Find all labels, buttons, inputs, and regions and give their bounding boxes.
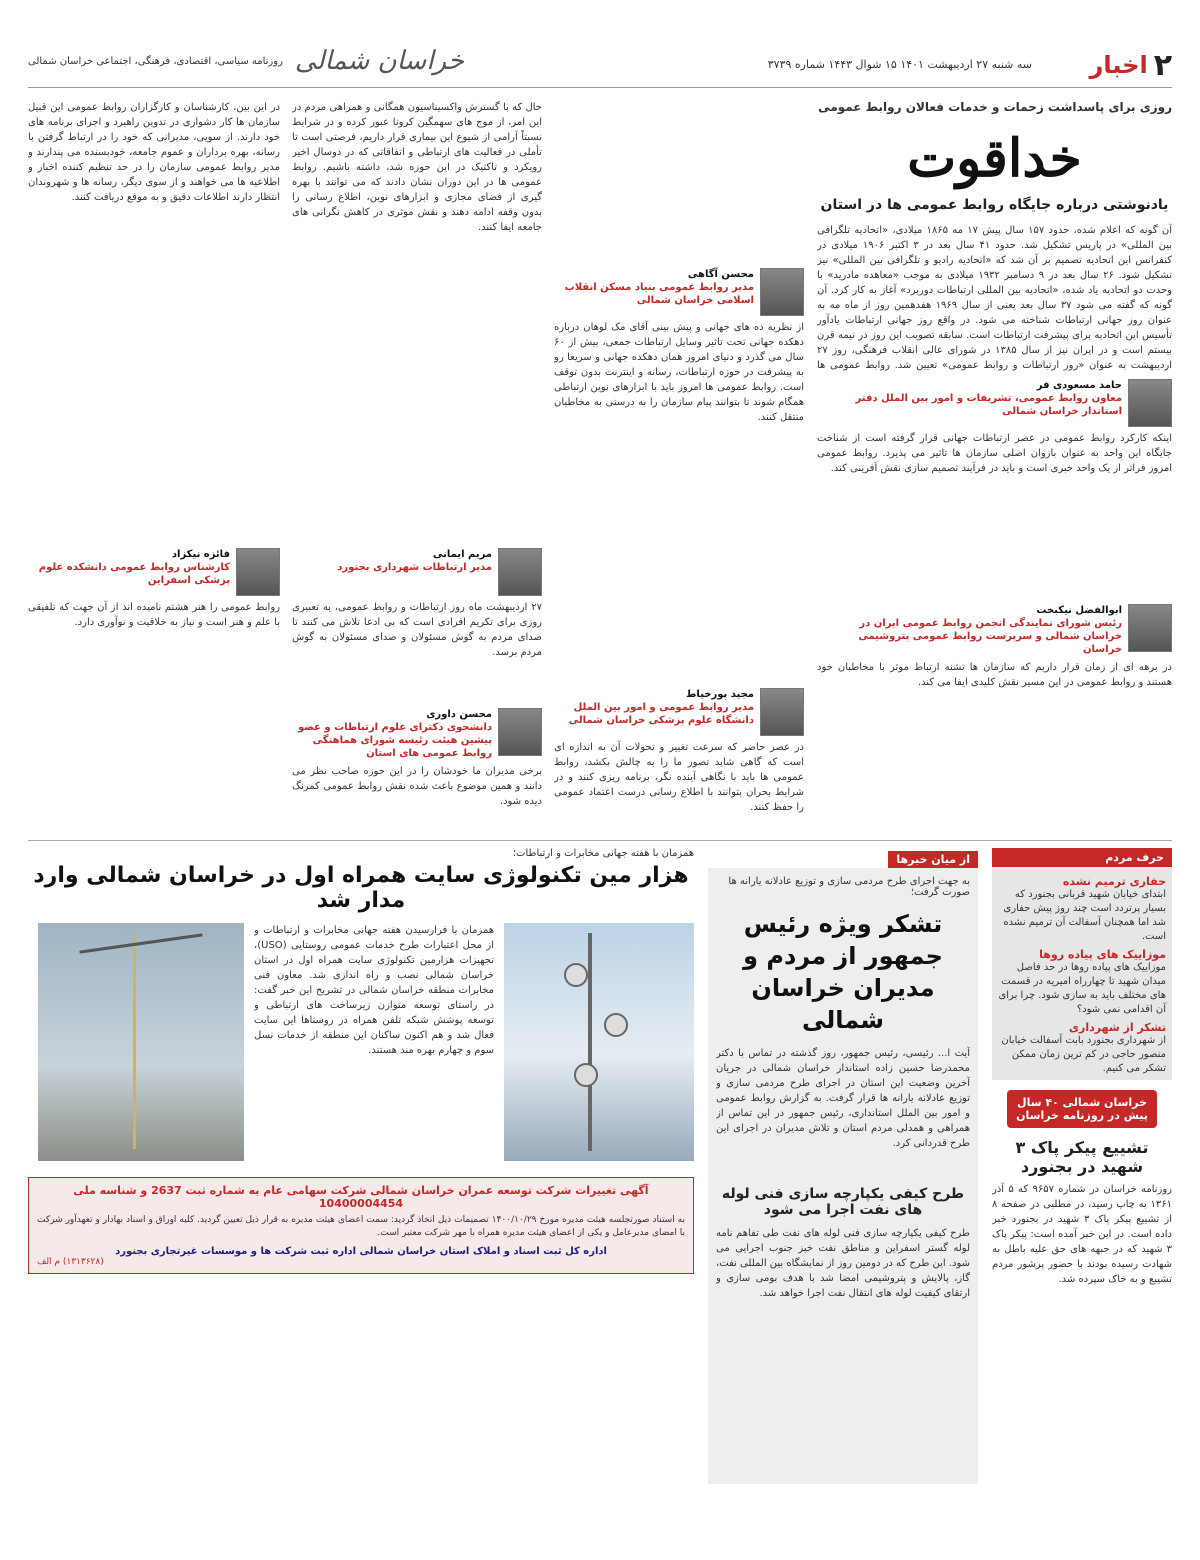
- classified-text: از شهرداری بجنورد بابت آسفالت خیابان منصور حاجی در کم ترین زمان ممکن تشکر می کنیم.: [1001, 1035, 1166, 1074]
- archive-news-title: تشییع پیکر پاک ۳ شهید در بجنورد: [1015, 1138, 1149, 1176]
- crane-tower-photo: [38, 923, 244, 1161]
- feature-title: تشکر ویژه رئیس جمهور از مردم و مدیران خراسان شمالی: [743, 910, 943, 1034]
- byline: [817, 379, 1172, 427]
- writer-role: مدیر روابط عمومی و امور بین الملل دانشگاه علوم پزشکی خراسان شمالی: [568, 702, 754, 726]
- tech-kicker: همزمان با هفته جهانی مخابرات و ارتباطات؛: [512, 848, 694, 859]
- feature-body: آیت ا... رئیسی، رئیس جمهور، روز گذشته در تماس با دکتر محمدرضا حسین زاده استاندار خراسان شمالی در جریان آخرین وضعیت این استان در اجرای طرح مردمی سازی و توزیع عادلانه یارانه ها قرار گرفت. به گزارش روابط عمومی و امور بین الملل استانداری، رئیس جمهور در این تماس از همراهی و همدلی مردم استان و تلاش مدیران در اجرای این طرح قدردانی کرد.: [716, 1048, 970, 1149]
- writer-photo: [498, 548, 542, 596]
- feature-panel-header: از میان خبرها: [888, 851, 978, 868]
- writer-photo: [760, 688, 804, 736]
- byline: [554, 268, 804, 316]
- antenna-tower-photo: [504, 923, 694, 1161]
- date-line: سه شنبه ۲۷ اردیبهشت ۱۴۰۱ ۱۵ شوال ۱۴۴۳ شماره ۳۷۳۹: [767, 58, 1032, 71]
- tech-title: هزار مین تکنولوژی سایت همراه اول در خراسان شمالی وارد مدار شد: [33, 863, 689, 913]
- lower-section: [28, 848, 1172, 1538]
- archive-promo: خراسان شمالی ۴۰ سال پیش در روزنامه خراسان: [1007, 1090, 1157, 1128]
- writer-photo: [498, 708, 542, 756]
- lead-article: [817, 100, 1172, 778]
- classifieds-column: [992, 848, 1172, 1332]
- byline: [292, 548, 542, 596]
- advert-title: آگهی تغییرات شرکت توسعه عمران خراسان شمالی شرکت سهامی عام به شماره ثبت 2637 و شناسه ملی 10400004454: [73, 1184, 649, 1210]
- masthead: [28, 46, 464, 76]
- writer-role: کارشناس روابط عمومی دانشکده علوم پزشکی اسفراین: [38, 562, 230, 586]
- section-number: ۲: [1153, 47, 1172, 83]
- writer-photo: [760, 268, 804, 316]
- legal-advert: [28, 1177, 694, 1274]
- byline: [28, 548, 280, 596]
- writer-text: روابط عمومی را هنر هشتم نامیده اند از آن جهت که تلفیقی با علم و هنر است و نیاز به خلاقیت و نوآوری دارد.: [28, 602, 280, 628]
- writer-photo: [236, 548, 280, 596]
- lead-title: خداقوت: [907, 128, 1082, 189]
- writer-photo: [1128, 379, 1172, 427]
- upper-section: [28, 100, 1172, 850]
- middle-column: [292, 100, 542, 854]
- section-divider: [28, 840, 1172, 841]
- antenna-mast: [588, 933, 592, 1152]
- section-tag: [1090, 46, 1172, 84]
- byline: [554, 688, 804, 736]
- writer-role: دانشجوی دکترای علوم ارتباطات و عضو پیشین هیئت رئیسه شورای هماهنگی روابط عمومی های استان: [297, 722, 492, 759]
- classifieds-header: حرف مردم: [992, 848, 1172, 867]
- byline: [292, 708, 542, 760]
- tech-article: [28, 848, 694, 1274]
- lead-kicker: روزی برای پاسداشت زحمات و خدمات فعالان روابط عمومی: [818, 100, 1172, 114]
- classifieds-list: [992, 867, 1172, 1080]
- page-header: [28, 44, 1172, 88]
- writer-text: در عصر حاضر که سرعت تغییر و تحولات آن به اندازه ای است که گاهی شاید تصور ما را به چالش بکشد، روابط عمومی ها باید با نگاهی آینده نگر، برنامه ریزی کنند و در شرایط بحران بتوانند با اطلاع رسانی درست اعتماد عمومی را حفظ کنند.: [554, 742, 804, 813]
- middle-text: حال که با گسترش واکسیناسیون همگانی و همراهی مردم در این امر، از موج های سهمگین کرونا عبور کرده و در شرایط نسبتاً آرامی از شیوع این بیماری قرار داریم، فرصتی است تا تأملی در فعالیت های ارتباطی و اتفاقاتی که در دوسال اخیر رویکرد و تاکتیک در این حوزه شد، داشته باشیم. روابط عمومی ها در این دوران نشان دادند که می توانند با بهره گیری از فضای مجازی و ابزارهای نوین، اطلاع رسانی را بدون وقفه ادامه دهند و نقش موثری در کاهش نگرانی های جامعه ایفا کنند.: [292, 102, 542, 233]
- antenna-dish: [604, 1013, 628, 1037]
- byline: [817, 604, 1172, 656]
- feature-panel: [708, 868, 978, 1484]
- antenna-dish: [564, 963, 588, 987]
- writers-column: [554, 260, 804, 852]
- masthead-logo: خراسان شمالی: [294, 46, 464, 76]
- classified-title: تشکر از شهرداری: [1068, 1021, 1166, 1034]
- writer-name: محسن آگاهی: [687, 269, 754, 280]
- classified-text: ابتدای خیابان شهید قربانی بجنورد که بسیار پرتردد است چند روز پیش حفاری شد اما همچنان آسفالت آن ترمیم نشده است.: [1003, 889, 1166, 942]
- tech-content-row: [28, 923, 694, 1161]
- writer-text: اینکه کارکرد روابط عمومی در عصر ارتباطات جهانی قرار گرفته است از شناخت جایگاه این واحد به عنوان بازوان اصلی سازمان ها تاثیر می پذیرد. روابط عمومی امروز فراتر از یک واحد خبری است و باید در فرآیند تصمیم سازی نقش آفرینی کند.: [817, 433, 1172, 474]
- pipe-body: طرح کیفی یکپارچه سازی فنی لوله های نفت طی تفاهم نامه لوله گستر اسفراین و مناطق نفت خیز جنوب اجرایی می شود. این طرح که در دومین روز از نمایشگاه بین المللی نفت، گاز، پالایش و پتروشیمی امضا شد با هدف بومی سازی و ارتقای کیفیت لوله های انتقال نفت اجرا خواهد شد.: [716, 1228, 970, 1299]
- writer-photo: [1128, 604, 1172, 652]
- writer-role: مدیر ارتباطات شهرداری بجنورد: [337, 562, 492, 573]
- writer-text: در برهه ای از زمان قرار داریم که سازمان ها تشنه ارتباط موثر با مخاطبان خود هستند و روابط عمومی در این مسیر نقش کلیدی ایفا می کند.: [817, 662, 1172, 688]
- section-name: اخبار: [1089, 51, 1148, 79]
- lead-subtitle: یادنوشتی درباره جایگاه روابط عمومی ها در استان: [820, 197, 1169, 213]
- left-column: [28, 100, 280, 820]
- advert-text: به استناد صورتجلسه هیئت مدیره مورخ ۱۴۰۰/۱۰/۲۹ تصمیمات ذیل اتخاذ گردید: سمت اعضای هیئت مدیره به قرار ذیل تعیین گردید. کلیه اوراق و اسناد بهادار و تعهدآور شرکت با امضای مدیرعامل و یکی از اعضای هیئت مدیره همراه با مهر شرکت معتبر است.: [37, 1215, 685, 1238]
- pipe-title: طرح کیفی یکپارچه سازی فنی لوله های نفت اجرا می شود: [721, 1186, 965, 1218]
- writer-text: ۲۷ اردیبهشت ماه روز ارتباطات و روابط عمومی، به تعبیری روزی برای تکریم افرادی است که بی ادعا تلاش می کنند تا صدای مردم به گوش مسئولان و صدای مسئولان به گوش مردم برسد.: [292, 602, 542, 658]
- antenna-dish: [574, 1063, 598, 1087]
- classified-title: موزاییک های پیاده روها: [1039, 948, 1166, 961]
- archive-news-text: روزنامه خراسان در شماره ۹۶۵۷ که ۵ آذر ۱۳۶۱ به چاپ رسید، در مطلبی در صفحه ۸ از تشییع پیکر پاک ۳ شهید در بجنورد خبر داده است. در این خبر آمده است: پیکر پاک ۳ شهید که در جبهه های حق علیه باطل به شهادت رسیده بودند با حضور پرشور مردم تشییع و به خاک سپرده شد.: [992, 1184, 1172, 1285]
- classified-title: حفاری ترمیم نشده: [1062, 875, 1166, 888]
- feature-kicker: به جهت اجرای طرح مردمی سازی و توزیع عادلانه یارانه ها صورت گرفت؛: [728, 876, 970, 898]
- feature-column: [708, 848, 978, 1484]
- advert-footer: اداره کل ثبت اسناد و املاک استان خراسان شمالی اداره ثبت شرکت ها و موسسات غیرتجاری بجنورد: [115, 1246, 607, 1257]
- writer-text: برخی مدیران ما خودشان را در این حوزه صاحب نظر می دانند و همین موضوع باعث شده نقش روابط عمومی کمرنگ دیده شود.: [292, 766, 542, 807]
- writer-name: محسن داوری: [426, 709, 492, 720]
- tech-body: همزمان با فرارسیدن هفته جهانی مخابرات و ارتباطات و از محل اعتبارات طرح خدمات عمومی روستایی (USO)، تجهیزات هزارمین تکنولوژی سایت همراه اول در استان خراسان شمالی نصب و راه اندازی شد. معاون فنی مخابرات منطقه خراسان شمالی در تشریح این خبر گفت: در راستای توسعه متوازن زیرساخت های ارتباطی و توسعه پوشش شبکه تلفن همراه در روستاها این سایت فعال شد و هم اکنون ساکنان این منطقه از خدمات نسل سوم و چهارم بهره مند هستند.: [254, 925, 494, 1056]
- writer-text: از نظریه ده های جهانی و پیش بینی آقای مک لوهان درباره دهکده جهانی تحت تاثیر وسایل ارتباطات جمعی، بیش از ۶۰ سال می گذرد و دنیای امروز همان دهکده جهانی و سریعا رو به پیشرفت در حوزه ارتباطات، رسانه و اینترنت بدون توقف است. روابط عمومی ها امروز باید با ابزارهای نوین ارتباطی همگام شوند تا بتوانند پیام سازمان را به درستی به مخاطبان منتقل کنند.: [554, 322, 804, 423]
- writer-name: مجید پورخیاط: [686, 689, 754, 700]
- writer-role: رئیس شورای نمایندگی انجمن روابط عمومی ایران در خراسان شمالی و سرپرست روابط عمومی پتروشیمی خراسان: [858, 618, 1122, 655]
- left-text: در این بین، کارشناسان و کارگزاران روابط عمومی این قبیل سازمان ها کار دشواری در تدوین راهبرد و اجرای برنامه های خود دارند. از سویی، مدیرانی که خود را در ارتباط گرفتن با رسانه، بهره برداران و عموم جامعه، خودبسنده می پندارند و مدیر روابط عمومی سازمان را در حد تنظیم کننده اخبار و اطلاعیه ها می خواهند و از سوی دیگر، رسانه ها و شهروندان انتظار دارند اطلاعات دقیق و به موقع دریافت کنند.: [28, 102, 280, 203]
- advert-code: (۱۳۱۳۶۲۸) م الف: [37, 1257, 104, 1267]
- writer-role: مدیر روابط عمومی بنیاد مسکن انقلاب اسلامی خراسان شمالی: [564, 282, 754, 306]
- writer-name: فائزه نیکزاد: [171, 549, 230, 560]
- writer-name: حامد مسعودی فر: [1036, 380, 1122, 391]
- writer-role: معاون روابط عمومی، تشریفات و امور بین الملل دفتر استاندار خراسان شمالی: [855, 393, 1122, 417]
- lead-body: آن گونه که اعلام شده، حدود ۱۵۷ سال پیش ۱۷ مه ۱۸۶۵ میلادی، «اتحادیه تلگرافی بین المللی» در پاریس تشکیل شد. حدود ۴۱ سال بعد در ۳ اکتبر ۱۹۰۶ میلادی در کنفرانس این اتحادیه تصمیم بر آن شد که «اتحادیه رادیو و تلگرافی بین المللی» نیز تشکیل شود. ۲۶ سال بعد در ۹ دسامبر ۱۹۳۲ میلادی به موجب «معاهده مادرید» با وحدت دو اتحادیه یاد شده، «اتحادیه بین المللی ارتباطات دوربرد» آغاز به کار کرد. آن گونه که گفته می شود ۳۷ سال بعد یعنی از سال ۱۹۶۹ هفدهمین روز از ماه مه به عنوان روز جهانی ارتباطات شناخته می شود. در واقع روز جهانی ارتباطات یادآور تأسیس این اتحادیه برای پیشرفت ارتباطات است. سابقه تصویب این روز در نیمه قرن بیستم است و در ایران نیز از سال ۱۳۸۵ در شورای عالی انقلاب فرهنگی، روز ۲۷ اردیبهشت به عنوان «روز ارتباطات و روابط عمومی» تعیین شد. روابط عمومی ها: [817, 225, 1172, 371]
- writer-name: مریم ایمانی: [432, 549, 492, 560]
- classified-text: موزاییک های پیاده روها در حد فاصل میدان شهید تا چهارراه امیریه در قسمت های مختلف باید به سازی شود. چرا برای آن اقدامی نمی شود؟: [998, 962, 1166, 1015]
- masthead-tagline: روزنامه سیاسی، اقتصادی، فرهنگی، اجتماعی خراسان شمالی: [28, 55, 283, 67]
- writer-name: ابوالفضل نیکبخت: [1036, 605, 1122, 616]
